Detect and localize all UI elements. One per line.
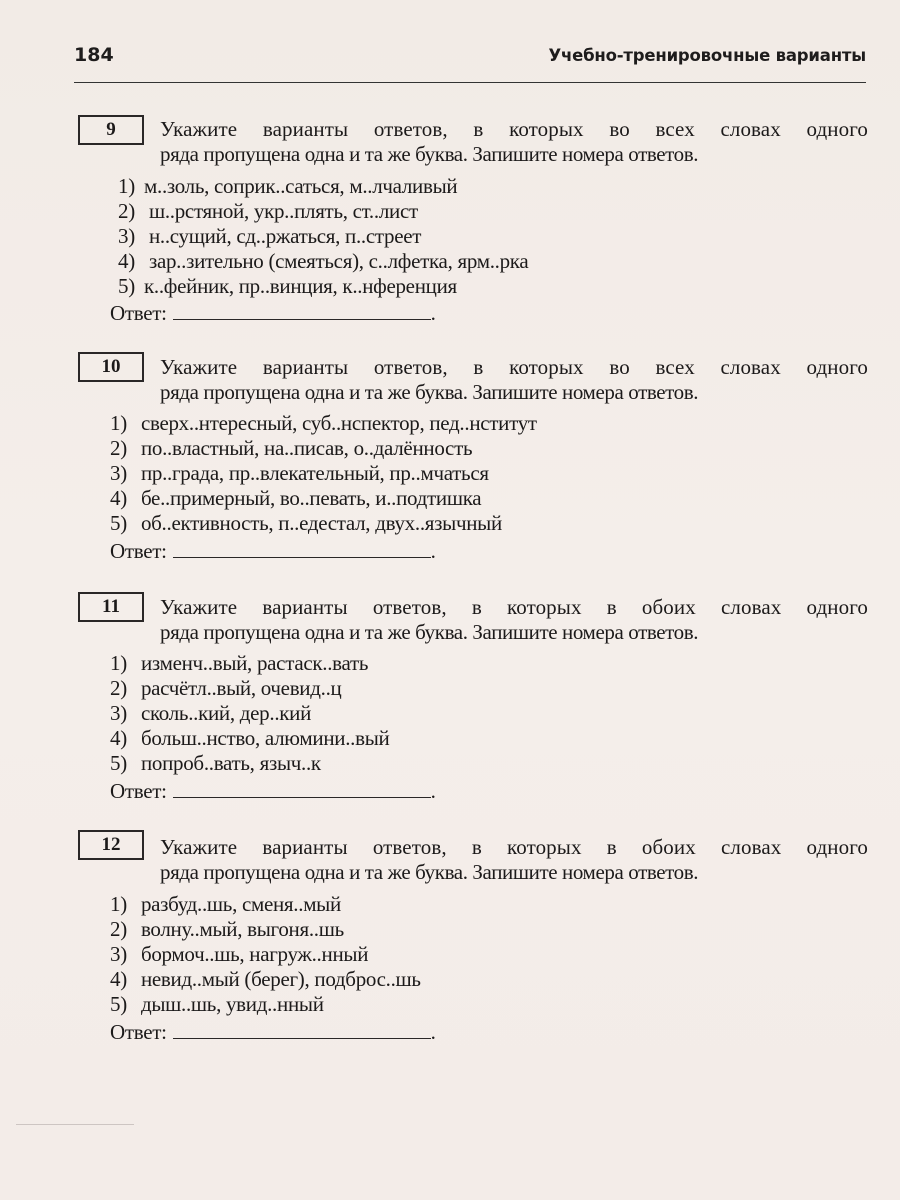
options-list	[110, 892, 421, 1017]
option-item	[110, 511, 537, 536]
option-text: сколь..кий, дер..кий	[140, 701, 312, 725]
answer-period: .	[430, 539, 436, 563]
option-item	[110, 651, 389, 676]
option-number: 1)	[110, 651, 127, 675]
option-text: по..властный, на..писав, о..далённость	[140, 436, 473, 460]
option-text: попроб..вать, языч..к	[140, 751, 321, 775]
option-number: 1)	[118, 174, 135, 198]
page-header	[74, 44, 866, 80]
task-number-box: 12	[78, 830, 144, 860]
option-number: 2)	[110, 436, 127, 460]
answer-period: .	[430, 779, 436, 803]
option-text: сверх..нтересный, суб..нспектор, пед..нститут	[140, 411, 537, 435]
task-prompt-line: Укажите варианты ответов, в которых в обоих словах одного	[160, 835, 868, 859]
option-text: зар..зительно (смеяться), с..лфетка, ярм..рка	[148, 249, 529, 273]
option-number: 2)	[110, 676, 127, 700]
answer-input[interactable]	[173, 1019, 431, 1039]
option-text: бормоч..шь, нагруж..нный	[140, 942, 369, 966]
options-list	[110, 651, 389, 776]
option-item	[118, 249, 528, 274]
option-number: 3)	[110, 461, 127, 485]
header-divider	[74, 82, 866, 83]
option-text: изменч..вый, растаск..вать	[140, 651, 369, 675]
option-number: 4)	[110, 726, 127, 750]
answer-label: Ответ:	[110, 779, 167, 803]
option-number: 4)	[118, 249, 135, 273]
options-list	[110, 411, 537, 536]
option-number: 4)	[110, 967, 127, 991]
option-number: 5)	[110, 992, 127, 1016]
option-item	[110, 967, 421, 992]
option-text: волну..мый, выгоня..шь	[140, 917, 344, 941]
task-number-box: 11	[78, 592, 144, 622]
option-text: бе..примерный, во..певать, и..подтишка	[140, 486, 482, 510]
option-text: больш..нство, алюмини..вый	[140, 726, 390, 750]
option-number: 3)	[118, 224, 135, 248]
options-list	[118, 174, 528, 299]
task-prompt-line: ряда пропущена одна и та же буква. Запишите номера ответов.	[160, 380, 699, 404]
option-text: невид..мый (берег), подброс..шь	[140, 967, 421, 991]
option-text: м..золь, соприк..саться, м..лчаливый	[144, 174, 458, 198]
answer-input[interactable]	[173, 538, 431, 558]
option-item	[110, 726, 389, 751]
page-number: 184	[74, 44, 114, 66]
option-number: 2)	[118, 199, 135, 223]
option-item	[110, 892, 421, 917]
task-number-box: 10	[78, 352, 144, 382]
option-text: к..фейник, пр..винция, к..нференция	[144, 274, 457, 298]
task-prompt-line: Укажите варианты ответов, в которых во всех словах одного	[160, 117, 868, 141]
option-item	[118, 274, 528, 299]
option-item	[110, 751, 389, 776]
option-number: 1)	[110, 411, 127, 435]
answer-row	[110, 538, 436, 564]
answer-period: .	[430, 301, 436, 325]
answer-label: Ответ:	[110, 539, 167, 563]
option-text: об..ективность, п..едестал, двух..язычный	[140, 511, 502, 535]
option-item	[110, 992, 421, 1017]
option-item	[110, 942, 421, 967]
task-prompt	[160, 595, 868, 645]
task-prompt	[160, 117, 868, 167]
bottom-short-rule	[16, 1124, 134, 1125]
option-item	[110, 917, 421, 942]
option-item	[118, 199, 528, 224]
task-prompt	[160, 355, 868, 405]
option-text: дыш..шь, увид..нный	[140, 992, 324, 1016]
option-number: 3)	[110, 942, 127, 966]
option-item	[118, 174, 528, 199]
task-prompt-line: Укажите варианты ответов, в которых в обоих словах одного	[160, 595, 868, 619]
option-item	[110, 486, 537, 511]
task-prompt-line: ряда пропущена одна и та же буква. Запишите номера ответов.	[160, 142, 699, 166]
option-number: 5)	[118, 274, 135, 298]
option-text: пр..града, пр..влекательный, пр..мчаться	[140, 461, 489, 485]
answer-label: Ответ:	[110, 1020, 167, 1044]
answer-row	[110, 1019, 436, 1045]
task-prompt-line: ряда пропущена одна и та же буква. Запишите номера ответов.	[160, 860, 699, 884]
option-number: 4)	[110, 486, 127, 510]
option-text: н..сущий, сд..ржаться, п..стреет	[148, 224, 422, 248]
task-prompt	[160, 835, 868, 885]
option-number: 1)	[110, 892, 127, 916]
option-text: ш..рстяной, укр..плять, ст..лист	[148, 199, 418, 223]
option-number: 3)	[110, 701, 127, 725]
answer-input[interactable]	[173, 300, 431, 320]
answer-input[interactable]	[173, 778, 431, 798]
option-text: разбуд..шь, сменя..мый	[140, 892, 341, 916]
option-item	[118, 224, 528, 249]
answer-period: .	[430, 1020, 436, 1044]
option-text: расчётл..вый, очевид..ц	[140, 676, 342, 700]
option-item	[110, 676, 389, 701]
running-title: Учебно-тренировочные варианты	[548, 46, 866, 65]
task-prompt-line: Укажите варианты ответов, в которых во всех словах одного	[160, 355, 868, 379]
task-number-box: 9	[78, 115, 144, 145]
option-item	[110, 701, 389, 726]
answer-row	[110, 300, 436, 326]
option-item	[110, 411, 537, 436]
answer-row	[110, 778, 436, 804]
option-number: 5)	[110, 751, 127, 775]
answer-label: Ответ:	[110, 301, 167, 325]
option-number: 2)	[110, 917, 127, 941]
option-item	[110, 436, 537, 461]
option-item	[110, 461, 537, 486]
task-prompt-line: ряда пропущена одна и та же буква. Запишите номера ответов.	[160, 620, 699, 644]
option-number: 5)	[110, 511, 127, 535]
